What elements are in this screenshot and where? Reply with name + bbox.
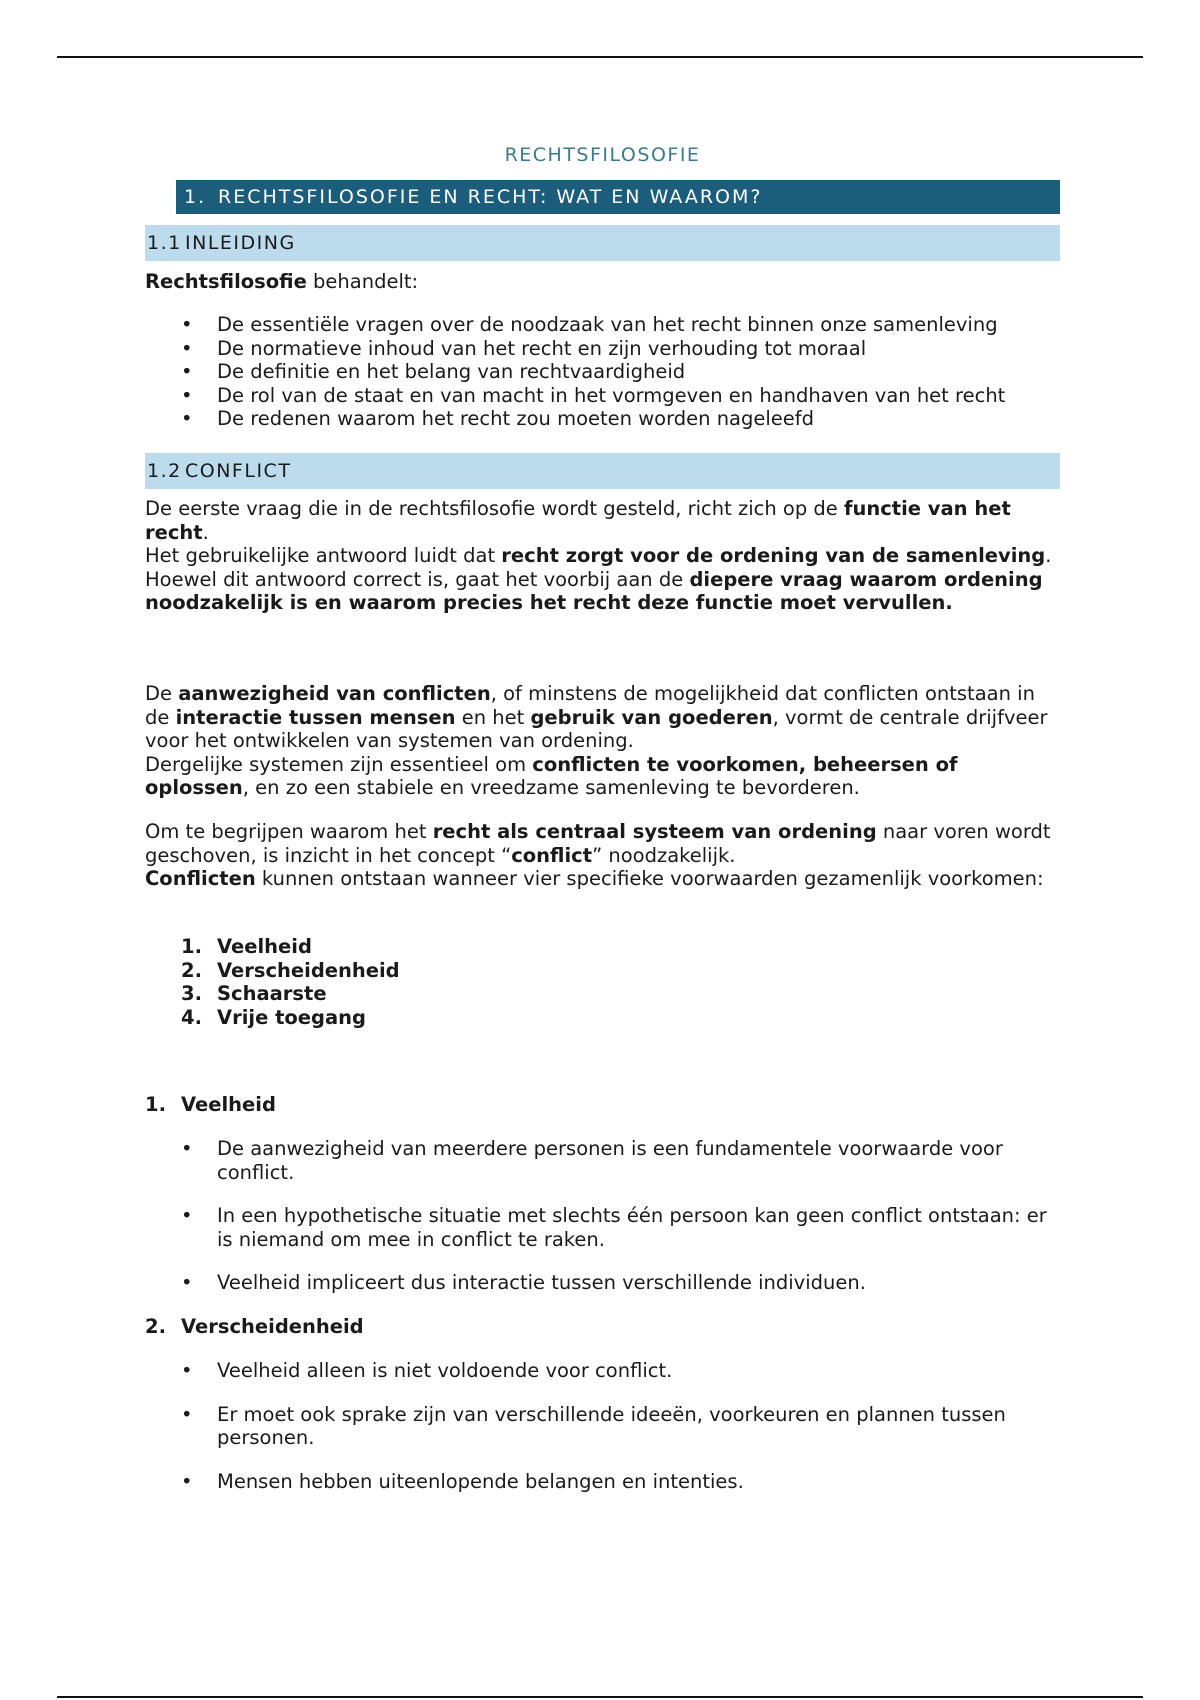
list-item: • In een hypothetische situatie met slechts één persoon kan geen conflict ontstaan: er is niemand om mee in conflict te raken. <box>145 1204 1060 1251</box>
intro-term: Rechtsfilosofie <box>145 270 307 293</box>
conflict-cause-paragraphs <box>145 682 1060 800</box>
list-item: 4. Vrije toegang <box>181 1005 366 1029</box>
paragraph: Om te begrijpen waarom het recht als centraal systeem van ordening naar voren wordt geschoven, is inzicht in het concept “conflict” noodzakelijk. <box>145 820 1051 867</box>
list-item: • De rol van de staat en van macht in het vormgeven en handhaven van het recht <box>145 384 1060 408</box>
list-item: • De essentiële vragen over de noodzaak van het recht binnen onze samenleving <box>145 313 1060 337</box>
conflict-intro-paragraphs <box>145 497 1060 615</box>
conditions-list <box>145 935 1060 1029</box>
list-item: • De definitie en het belang van rechtvaardigheid <box>145 360 1060 384</box>
chapter-title: RECHTSFILOSOFIE EN RECHT: WAT EN WAAROM? <box>218 186 763 208</box>
list-item: 2. Verscheidenheid <box>181 958 400 982</box>
footer-rule <box>57 1696 1143 1698</box>
paragraph: Conflicten kunnen ontstaan wanneer vier specifieke voorwaarden gezamenlijk voorkomen: <box>145 867 1044 890</box>
section-title: INLEIDING <box>185 232 296 254</box>
list-item: • Veelheid impliceert dus interactie tussen verschillende individuen. <box>145 1271 1060 1295</box>
chapter-heading <box>176 180 1060 214</box>
list-item: • De aanwezigheid van meerdere personen is een fundamentele voorwaarde voor conflict. <box>145 1137 1060 1184</box>
section-heading-inleiding <box>145 225 1060 261</box>
list-item: 3. Schaarste <box>181 982 327 1005</box>
paragraph: De eerste vraag die in de rechtsfilosofie wordt gesteld, richt zich op de functie van het recht. <box>145 497 1011 544</box>
section-number: 1.2 <box>147 460 182 482</box>
verscheidenheid-list <box>145 1359 1060 1513</box>
header-rule <box>57 56 1143 58</box>
list-item: • Mensen hebben uiteenlopende belangen en intenties. <box>145 1470 1060 1494</box>
intro-paragraph <box>145 270 1060 294</box>
list-item: • De redenen waarom het recht zou moeten worden nageleefd <box>145 407 1060 431</box>
paragraph: Het gebruikelijke antwoord luidt dat recht zorgt voor de ordening van de samenleving. <box>145 544 1052 567</box>
chapter-number: 1. <box>184 186 207 208</box>
paragraph: Dergelijke systemen zijn essentieel om conflicten te voorkomen, beheersen of oplossen, en zo een stabiele en vreedzame samenleving te bevorderen. <box>145 752 958 799</box>
section-number: 1.1 <box>147 232 182 254</box>
list-item: • De normatieve inhoud van het recht en zijn verhouding tot moraal <box>145 337 1060 361</box>
section-heading-conflict <box>145 453 1060 489</box>
list-item: 1. Veelheid <box>181 935 312 958</box>
veelheid-list <box>145 1137 1060 1315</box>
conflict-concept-paragraphs <box>145 820 1060 891</box>
intro-rest: behandelt: <box>306 270 419 293</box>
paragraph: De aanwezigheid van conflicten, of minstens de mogelijkheid dat conflicten ontstaan in de interactie tussen mensen en het gebruik van goederen, vormt de centrale drijfveer voor het ontwikkelen van systemen van ordening. <box>145 682 1048 752</box>
section-title: CONFLICT <box>185 460 292 482</box>
paragraph: Hoewel dit antwoord correct is, gaat het voorbij aan de diepere vraag waarom ordening noodzakelijk is en waarom precies het recht deze functie moet vervullen. <box>145 567 1043 614</box>
list-item: • Er moet ook sprake zijn van verschillende ideeën, voorkeuren en plannen tussen personen. <box>145 1403 1060 1450</box>
document-title: RECHTSFILOSOFIE <box>504 144 701 166</box>
topics-list <box>145 313 1060 431</box>
list-item: • Veelheid alleen is niet voldoende voor conflict. <box>145 1359 1060 1383</box>
